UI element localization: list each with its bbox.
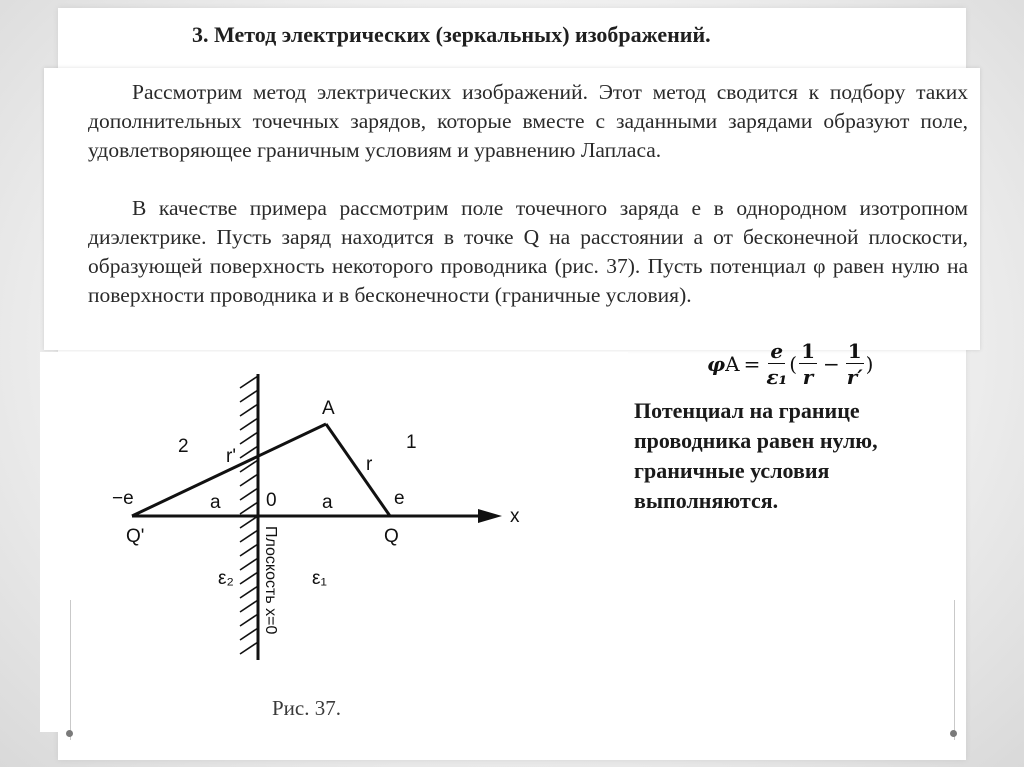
label-charge-neg: −e (112, 488, 134, 509)
scanned-text-block (44, 68, 980, 350)
conclusion-line-2: проводника равен нулю, (634, 428, 878, 453)
left-rail-dot (66, 730, 73, 737)
label-eps1: ε₁ (312, 568, 327, 589)
label-charge-pos: e (394, 488, 405, 509)
label-eps2: ε₂ (218, 568, 234, 589)
formula-frac1-num: e (770, 338, 784, 363)
label-r: r (366, 454, 373, 475)
figure-diagram (40, 352, 628, 732)
scanned-paragraph-2: В качестве примера рассмотрим поле точечного заряда e в однородном изотропном диэлектрике. Пусть заряд находится в точке Q на расстоянии a от бесконечной плоскости, образующей поверхность некоторого проводника (рис. 37). Пусть потенциал φ равен нулю на поверхности проводника и в бесконечности (граничные условия). (88, 196, 968, 307)
right-rail (954, 600, 955, 740)
label-distance-a-right: a (322, 492, 333, 513)
formula-phi: φ (707, 352, 726, 376)
formula-minus: − (822, 352, 840, 376)
formula-frac1-den: ε₁ (766, 364, 788, 389)
scanned-paragraph-1: Рассмотрим метод электрических изображений. Этот метод сводится к подбору таких дополнительных точечных зарядов, которые вместе с заданными зарядами образуют поле, удовлетворяющее граничным условиям и уравнению Лапласа. (88, 80, 968, 162)
line-r-prime (132, 424, 326, 516)
label-region-1: 1 (406, 432, 417, 453)
formula-equals: = (743, 352, 761, 376)
label-r-prime: r' (226, 446, 236, 467)
line-r (326, 424, 390, 516)
label-region-2: 2 (178, 436, 189, 457)
label-point-a: A (322, 398, 335, 419)
formula-frac3-num: 1 (847, 338, 862, 363)
label-plane-x0: Плоскость x=0 (262, 526, 279, 635)
conclusion-text (634, 396, 974, 516)
slide-title: 3. Метод электрических (зеркальных) изображений. (192, 22, 711, 47)
formula-fraction-1-over-r-prime (846, 339, 864, 390)
label-point-q-prime: Q' (126, 526, 145, 547)
label-origin: 0 (266, 490, 277, 511)
formula-open-paren: ( (789, 352, 798, 376)
right-rail-dot (950, 730, 957, 737)
formula-frac2-den: r (802, 364, 814, 389)
label-point-q: Q (384, 526, 399, 547)
figure-caption: Рис. 37. (272, 696, 341, 720)
potential-formula (707, 336, 873, 392)
figure-37 (40, 352, 628, 732)
formula-frac2-num: 1 (801, 338, 815, 363)
conclusion-line-1: Потенциал на границе (634, 398, 860, 423)
conclusion-line-3: граничные условия (634, 458, 830, 483)
formula-frac3-den: r′ (846, 364, 863, 389)
x-axis-arrowhead (478, 509, 502, 523)
conclusion-line-4: выполняются. (634, 488, 779, 513)
label-axis-x: x (510, 506, 520, 527)
label-distance-a-left: a (210, 492, 221, 513)
left-rail (70, 600, 71, 740)
formula-subscript-a: A (725, 352, 740, 376)
formula-close-paren: ) (865, 352, 874, 376)
formula-fraction-1-over-r (799, 339, 817, 390)
formula-fraction-e-over-eps (766, 339, 787, 390)
